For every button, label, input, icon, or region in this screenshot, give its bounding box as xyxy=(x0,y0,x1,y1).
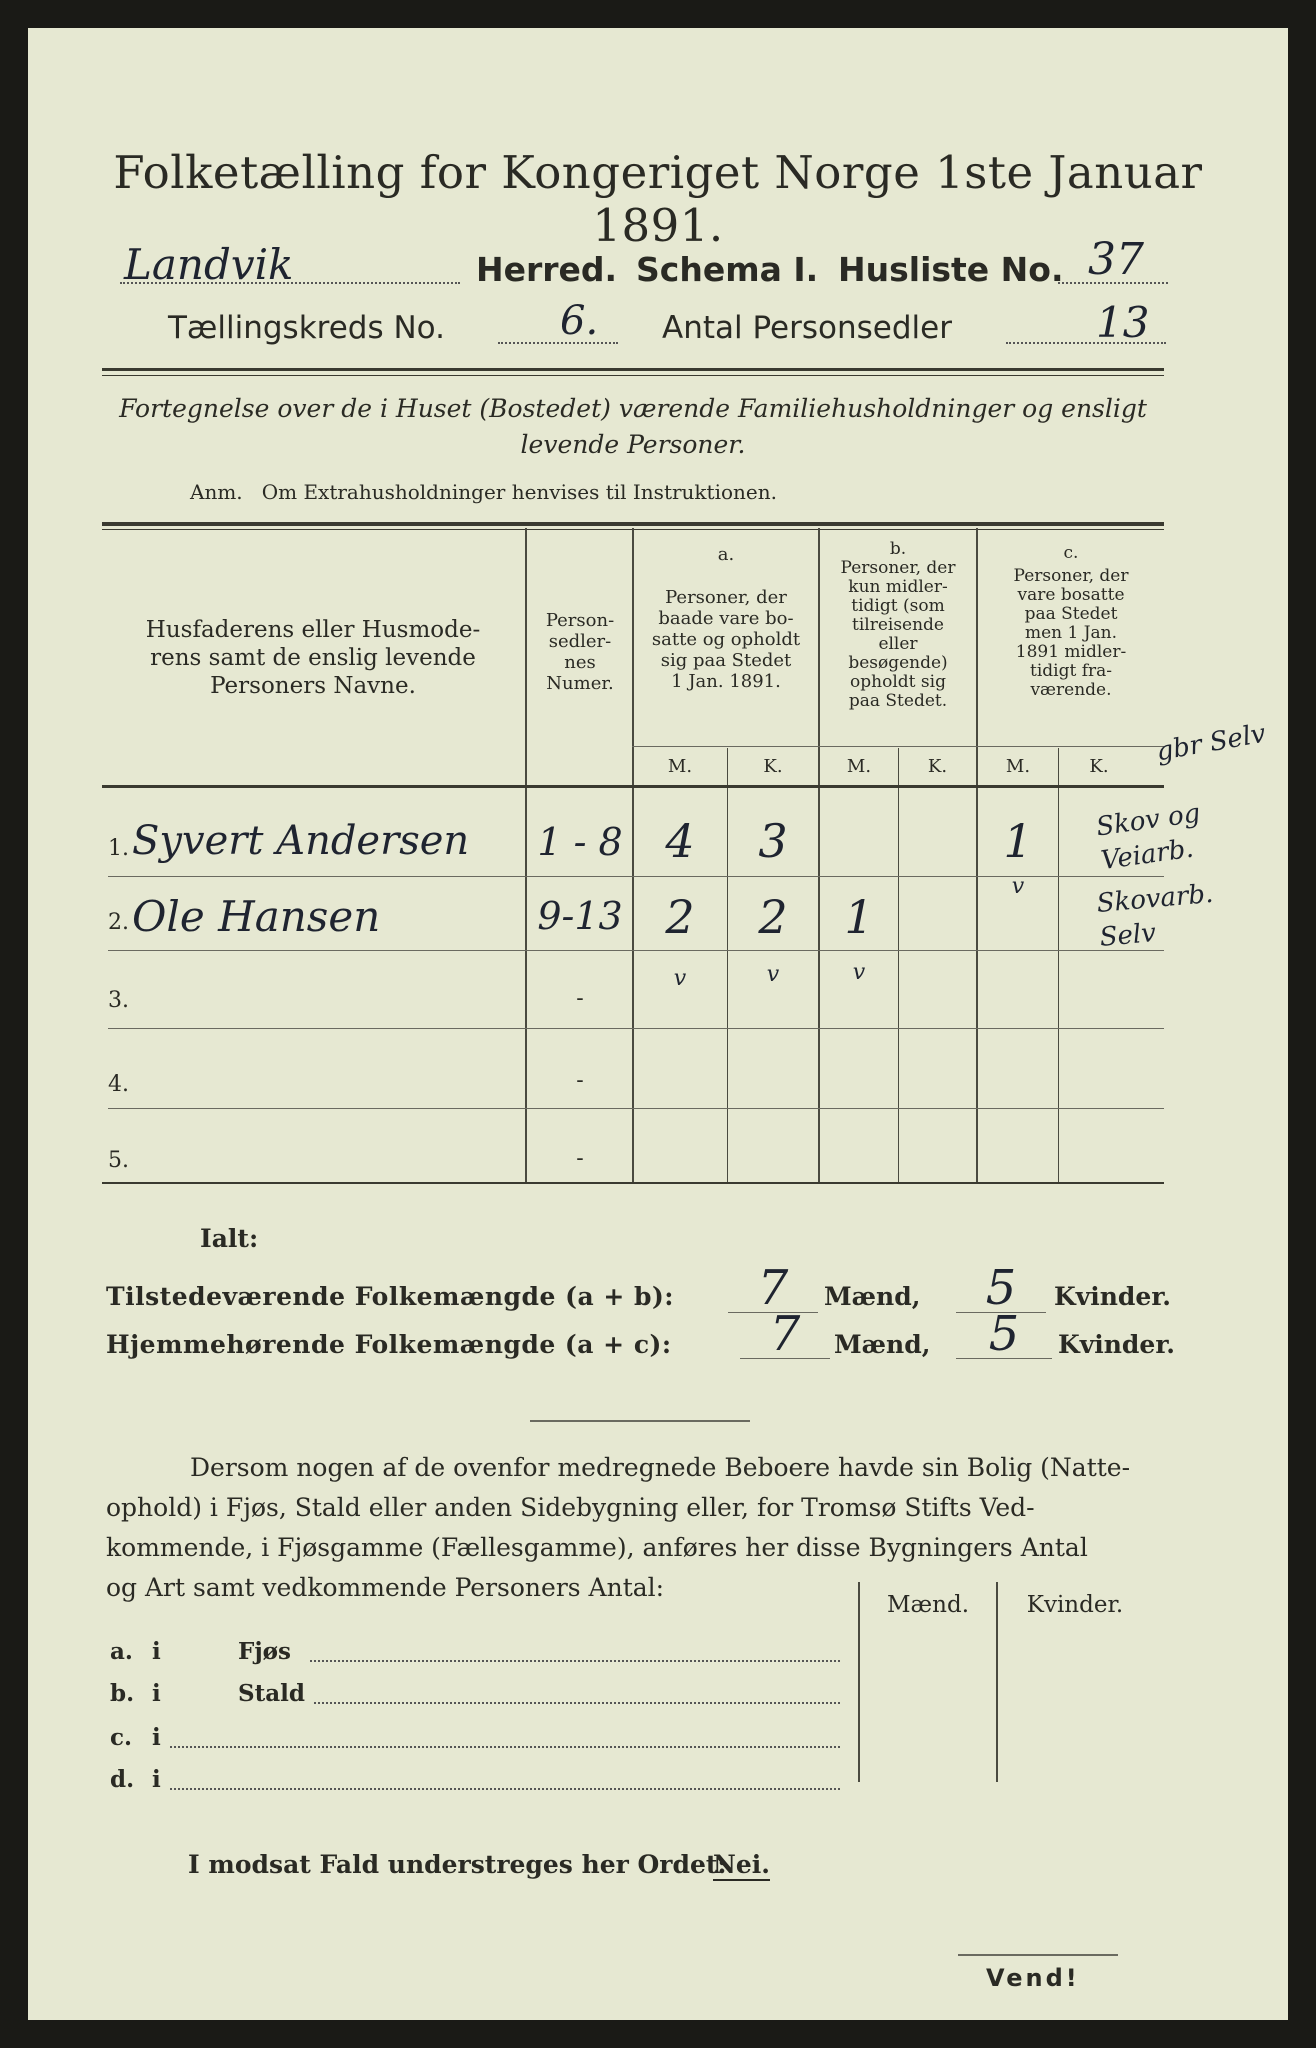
bolig-row-a-dots xyxy=(310,1660,840,1662)
totals-line2-label: Hjemmehørende Folkemængde (a + c): xyxy=(106,1330,672,1359)
col-b-header: b. Personer, der kun midler- tidigt (som tilreisende eller besøgende) opholdt sig paa Stedet. xyxy=(840,539,956,711)
bolig-maend-header: Mænd. xyxy=(886,1592,970,1618)
row-3-numer: - xyxy=(576,986,584,1011)
row-1-number: 1. xyxy=(108,836,129,861)
intro-note: Anm. Om Extrahusholdninger henvises til Instruktionen. xyxy=(190,480,777,504)
bolig-divider-1 xyxy=(858,1582,860,1782)
mk-header-bK: K. xyxy=(927,756,948,777)
census-form-page xyxy=(28,28,1288,2020)
herred-value: Landvik xyxy=(124,240,294,289)
bolig-row-c-dots xyxy=(170,1746,840,1748)
table-top-rule xyxy=(102,522,1164,526)
row-2-number: 2. xyxy=(108,910,129,935)
herred-dots xyxy=(120,282,460,284)
ialt-label: Ialt: xyxy=(200,1224,259,1253)
row-line-4 xyxy=(108,1108,1164,1109)
col-c-header: c. Personer, der vare bosatte paa Stedet men 1 Jan. 1891 midler- tidigt fra- værende. xyxy=(1013,543,1129,700)
col-divider-cMK xyxy=(1058,748,1059,1182)
vend-rule xyxy=(958,1954,1118,1956)
vend-label: Vend! xyxy=(986,1964,1080,1992)
kreds-label: Tællingskreds No. xyxy=(168,310,445,346)
row-line-2 xyxy=(108,950,1164,951)
bolig-row-a-label: Fjøs xyxy=(238,1638,291,1665)
bolig-line-1: Dersom nogen af de ovenfor medregnede Beboere havde sin Bolig (Natte- xyxy=(190,1453,1131,1482)
bolig-row-c-i: i xyxy=(152,1724,161,1751)
row-2-numer: 9-13 xyxy=(537,894,623,938)
names-column-header: Husfaderens eller Husmode- rens samt de enslig levende Personers Navne. xyxy=(145,617,481,699)
row-1-cM: 1 xyxy=(1003,814,1033,868)
row-3-number: 3. xyxy=(108,988,129,1013)
table-bottom-rule xyxy=(102,1182,1164,1184)
bolig-row-b-dots xyxy=(314,1702,840,1704)
totals-line2-kvinder: Kvinder. xyxy=(1058,1330,1175,1359)
bolig-row-b-i: i xyxy=(152,1680,161,1707)
husliste-label: Husliste No. xyxy=(838,250,1064,289)
nei-word: Nei. xyxy=(713,1850,770,1879)
numer-column-header: Person- sedler- nes Numer. xyxy=(545,610,615,694)
row-1-aK: 3 xyxy=(758,814,788,868)
modsat-text: I modsat Fald understreges her Ordet: xyxy=(188,1850,727,1879)
row-line-3 xyxy=(108,1028,1164,1029)
totals-line1-label: Tilstedeværende Folkemængde (a + b): xyxy=(106,1282,675,1311)
bolig-row-d-i: i xyxy=(152,1766,161,1793)
row-1-name: Syvert Andersen xyxy=(132,818,470,864)
husliste-value: 37 xyxy=(1088,234,1144,285)
row-2-aM: 2 xyxy=(665,890,695,944)
intro-line2: levende Personer. xyxy=(520,430,746,459)
mk-header-aM: M. xyxy=(667,756,693,777)
bolig-paragraph xyxy=(106,1448,1166,1608)
mk-header-bM: M. xyxy=(846,756,872,777)
row-2-bM-check: v xyxy=(852,960,866,985)
totals-line1-m: 7 xyxy=(757,1260,789,1316)
bolig-row-d-letter: d. xyxy=(110,1766,135,1793)
col-divider-name xyxy=(525,528,527,1182)
mk-divider-line xyxy=(632,746,1164,747)
form-title: Folketælling for Kongeriget Norge 1ste Januar 1891. xyxy=(113,146,1203,252)
kreds-value: 6. xyxy=(560,298,599,344)
col-divider-bMK xyxy=(898,748,899,1182)
totals-line2-m: 7 xyxy=(769,1306,801,1362)
totals-line2-maend: Mænd, xyxy=(834,1330,931,1359)
totals-line2-k: 5 xyxy=(988,1306,1020,1362)
row-2-aM-check: v xyxy=(673,966,687,991)
bolig-line-4: og Art samt vedkommende Personers Antal: xyxy=(106,1573,665,1602)
bolig-divider-2 xyxy=(996,1582,998,1782)
row-4-numer: - xyxy=(576,1068,584,1093)
row-5-number: 5. xyxy=(108,1148,129,1173)
row-2-aK-check: v xyxy=(766,962,780,987)
bolig-row-a-letter: a. xyxy=(110,1638,133,1665)
row-1-numer: 1 - 8 xyxy=(537,820,623,864)
row-4-number: 4. xyxy=(108,1072,129,1097)
col-a-header: a. Personer, der baade vare bo- satte og opholdt sig paa Stedet 1 Jan. 1891. xyxy=(651,544,801,692)
row-1-note: Skov og Veiarb. xyxy=(1094,798,1203,877)
section-divider xyxy=(530,1420,750,1422)
bolig-row-b-letter: b. xyxy=(110,1680,135,1707)
totals-line1-kvinder: Kvinder. xyxy=(1054,1282,1171,1311)
bolig-row-d-dots xyxy=(170,1788,840,1790)
personsedler-value: 13 xyxy=(1096,298,1150,347)
row-2-name: Ole Hansen xyxy=(132,892,381,941)
header-rule-thin xyxy=(102,375,1164,376)
bolig-line-2: ophold) i Fjøs, Stald eller anden Sidebygning eller, for Tromsø Stifts Ved- xyxy=(106,1493,1035,1522)
mk-header-aK: K. xyxy=(763,756,783,777)
totals-line1-k: 5 xyxy=(985,1260,1017,1316)
bolig-line-3: kommende, i Fjøsgamme (Fællesgamme), anføres her disse Bygningers Antal xyxy=(106,1533,1088,1562)
header-rule xyxy=(102,368,1164,371)
row-1-aM: 4 xyxy=(665,814,695,868)
personsedler-label: Antal Personsedler xyxy=(662,310,952,346)
row-5-numer: - xyxy=(576,1146,584,1171)
mk-header-cM: M. xyxy=(1005,756,1031,777)
herred-label: Herred. xyxy=(476,250,618,289)
mk-header-cK: K. xyxy=(1089,756,1109,777)
row-2-note: Skovarb. Selv xyxy=(1095,878,1215,953)
row-2-aK: 2 xyxy=(758,890,788,944)
schema-label: Schema I. xyxy=(636,250,819,289)
row-2-bM: 1 xyxy=(844,890,874,944)
intro-line1: Fortegnelse over de i Huset (Bostedet) værende Familiehusholdninger og ensligt xyxy=(119,394,1147,423)
bolig-row-b-label: Stald xyxy=(238,1680,305,1707)
margin-note: gbr Selv xyxy=(1154,718,1268,768)
row-1-cM-check: v xyxy=(1011,874,1025,899)
kreds-dots xyxy=(498,342,618,344)
bolig-kvinder-header: Kvinder. xyxy=(1026,1592,1124,1618)
bolig-row-a-i: i xyxy=(152,1638,161,1665)
header-bottom-rule xyxy=(102,785,1164,788)
bolig-row-c-letter: c. xyxy=(110,1724,133,1751)
totals-line1-maend: Mænd, xyxy=(824,1282,921,1311)
